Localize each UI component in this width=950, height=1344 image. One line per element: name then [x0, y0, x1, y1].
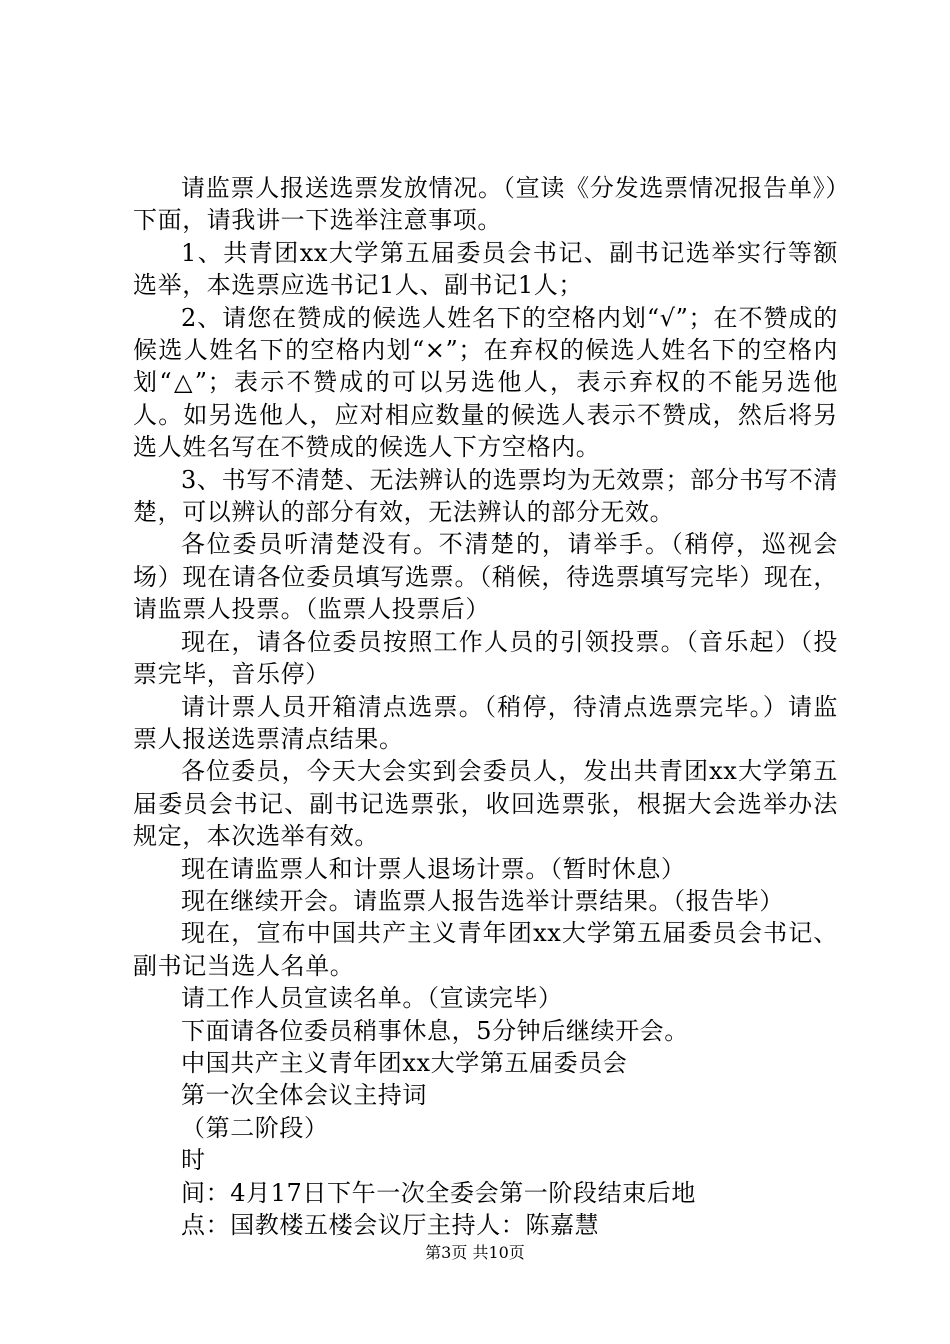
document-body	[133, 172, 838, 1241]
paragraph-counting-break: 现在请监票人和计票人退场计票。（暂时休息）	[181, 854, 686, 883]
section-org-title: 中国共产主义青年团xx大学第五届委员会	[181, 1048, 628, 1077]
paragraph-rule-2: 2、请您在赞成的候选人姓名下的空格内划“√”；在不赞成的候选人姓名下的空格内划“×”；在弃权的候选人姓名下的空格内划“△”；表示不赞成的可以另选他人，表示弃权的不能另选他人。如另选他人，应对相应数量的候选人表示不赞成，然后将另选人姓名写在不赞成的候选人下方空格内。	[133, 303, 838, 462]
paragraph-fill-ballot: 各位委员听清楚没有。不清楚的，请举手。（稍停，巡视会场）现在请各位委员填写选票。（稍候，待选票填写完毕）现在，请监票人投票。（监票人投票后）	[133, 530, 838, 624]
paragraph-count-ballot: 请计票人员开箱清点选票。（稍停，待清点选票完毕。）请监票人报送选票清点结果。	[133, 692, 838, 753]
section-stage-label: （第二阶段）	[181, 1113, 329, 1142]
paragraph-break: 下面请各位委员稍事休息，5分钟后继续开会。	[181, 1016, 689, 1045]
paragraph-voting: 现在，请各位委员按照工作人员的引领投票。（音乐起）（投票完毕，音乐停）	[133, 627, 838, 689]
time-label-start: 时	[181, 1146, 206, 1175]
paragraph-ballot-report: 请监票人报送选票发放情况。（宣读《分发选票情况报告单》）下面，请我讲一下选举注意事项。	[133, 174, 838, 235]
paragraph-resume-meeting: 现在继续开会。请监票人报告选举计票结果。（报告毕）	[181, 886, 784, 915]
location-host-line: 点：国教楼五楼会议厅主持人：陈嘉慧	[181, 1211, 600, 1239]
section-meeting-title: 第一次全体会议主持词	[181, 1081, 427, 1110]
time-detail-line: 间：4月17日下午一次全委会第一阶段结束后地	[181, 1178, 697, 1207]
paragraph-attendance: 各位委员，今天大会实到会委员人，发出共青团xx大学第五届委员会书记、副书记选票张，收回选票张，根据大会选举办法规定，本次选举有效。	[133, 757, 838, 851]
paragraph-read-list: 请工作人员宣读名单。（宣读完毕）	[181, 984, 563, 1013]
paragraph-rule-3: 3、书写不清楚、无法辨认的选票均为无效票；部分书写不清楚，可以辨认的部分有效，无法辨认的部分无效。	[133, 465, 838, 527]
page-number: 第3页 共10页	[425, 1243, 525, 1262]
paragraph-rule-1: 1、共青团xx大学第五届委员会书记、副书记选举实行等额选举，本选票应选书记1人、副书记1人；	[133, 238, 838, 300]
paragraph-announce-result: 现在，宣布中国共产主义青年团xx大学第五届委员会书记、副书记当选人名单。	[133, 919, 838, 980]
page-footer	[0, 1243, 950, 1263]
